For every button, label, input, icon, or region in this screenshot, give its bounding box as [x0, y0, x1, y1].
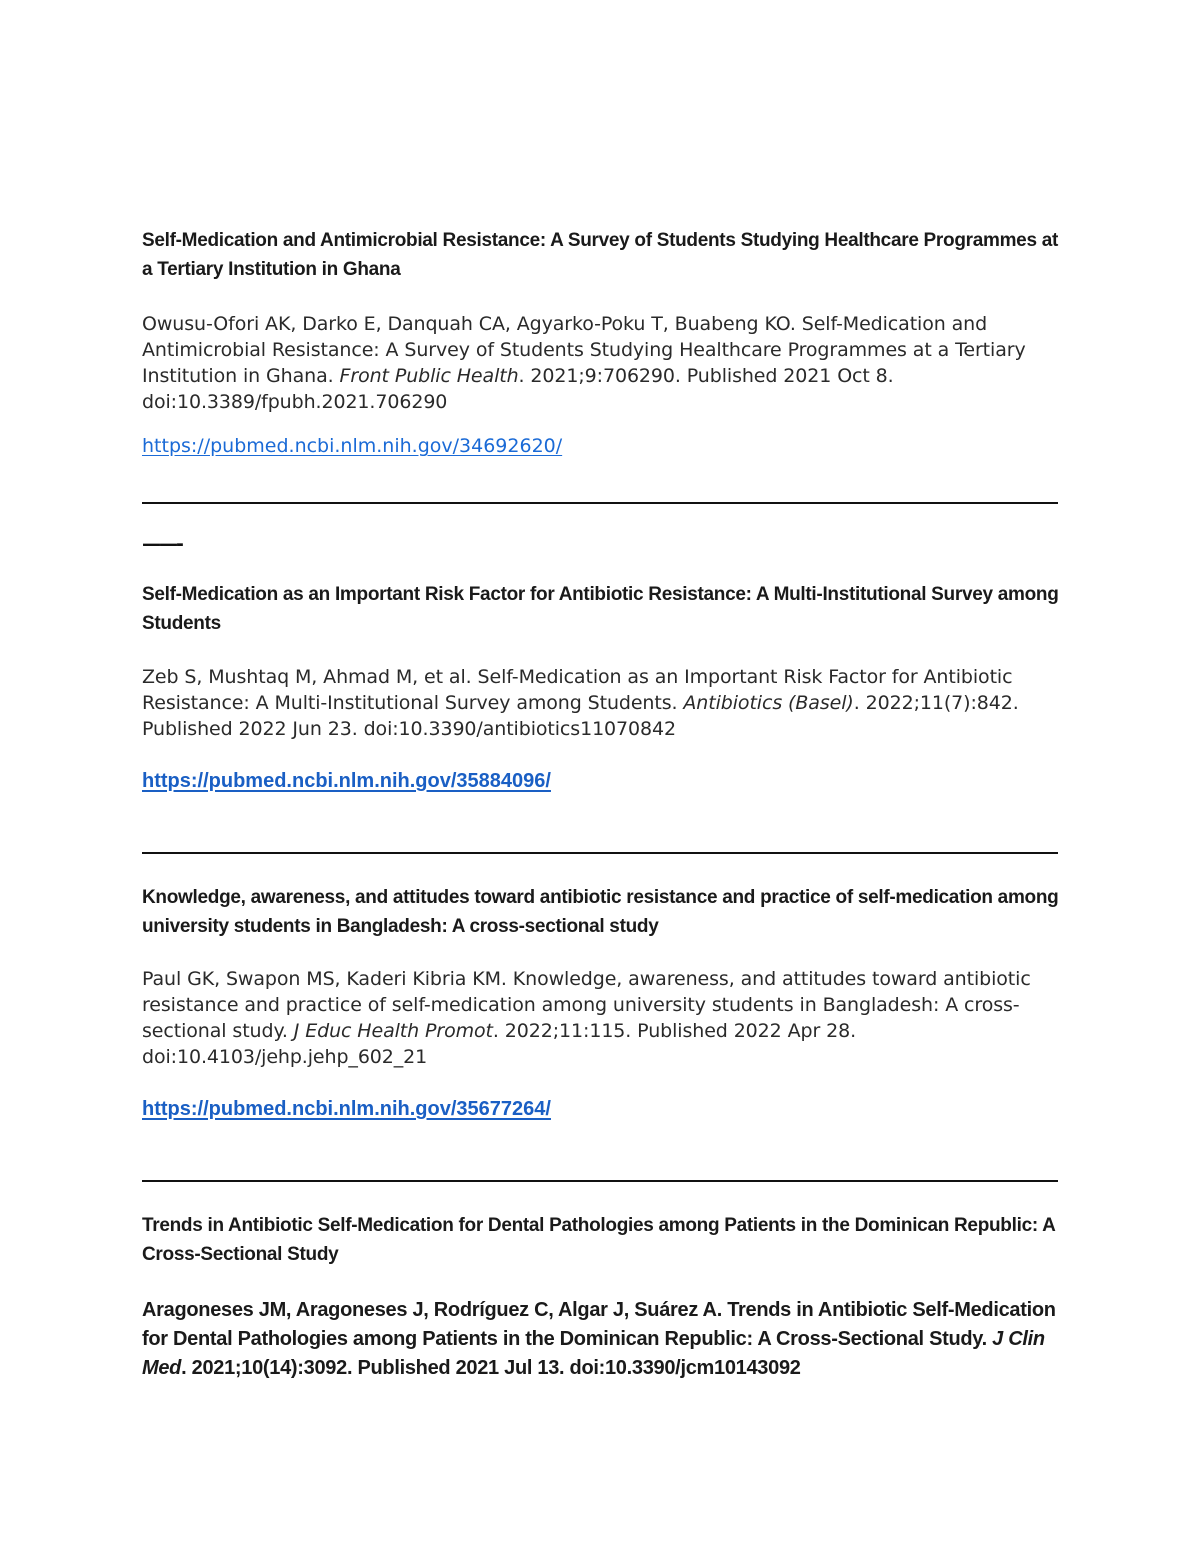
reference-title: Trends in Antibiotic Self-Medication for Dental Pathologies among Patients in the Dominican Republic: A Cross-Sectional Study: [142, 1215, 1055, 1265]
citation-authors: Paul GK, Swapon MS, Kaderi Kibria KM. Knowledge, awareness, and attitudes toward antibiotic resistance and practice of self-medication among university students in Bangladesh: A cross-sectional study.: [142, 968, 1031, 1042]
reference-entry: [142, 226, 1062, 284]
pubmed-link[interactable]: https://pubmed.ncbi.nlm.nih.gov/35677264/: [142, 1098, 551, 1120]
journal-name: J Clin Med: [142, 1328, 1045, 1379]
reference-link-row: [142, 433, 1062, 459]
citation-authors: Zeb S, Mushtaq M, Ahmad M, et al. Self-Medication as an Important Risk Factor for Antibiotic Resistance: A Multi-Institutional Survey among Students.: [142, 666, 1013, 714]
citation-details: . 2021;9:706290. Published 2021 Oct 8. doi:10.3389/fpubh.2021.706290: [142, 365, 894, 413]
citation-text: [142, 966, 1062, 1070]
reference-citation: [142, 664, 1062, 742]
reference-entry: [142, 883, 1062, 941]
citation-text: [142, 1296, 1062, 1383]
reference-entry: [142, 1211, 1062, 1269]
citation-authors: Owusu-Ofori AK, Darko E, Danquah CA, Agyarko-Poku T, Buabeng KO. Self-Medication and Antimicrobial Resistance: A Survey of Students Studying Healthcare Programmes at a Tertiary Institution in Ghana.: [142, 313, 1026, 387]
journal-name: Antibiotics (Basel): [683, 692, 854, 714]
citation-details: . 2021;10(14):3092. Published 2021 Jul 13. doi:10.3390/jcm10143092: [181, 1357, 801, 1379]
pubmed-link[interactable]: https://pubmed.ncbi.nlm.nih.gov/35884096/: [142, 770, 551, 792]
reference-title: Self-Medication as an Important Risk Factor for Antibiotic Resistance: A Multi-Institutional Survey among Students: [142, 584, 1059, 634]
separator-marks: ——-: [142, 533, 182, 555]
citation-text: [142, 664, 1062, 742]
reference-citation: [142, 311, 1062, 415]
reference-title: Knowledge, awareness, and attitudes toward antibiotic resistance and practice of self-medication among university students in Bangladesh: A cross-sectional study: [142, 887, 1059, 937]
reference-entry: [142, 580, 1062, 638]
citation-details: . 2022;11(7):842. Published 2022 Jun 23. doi:10.3390/antibiotics11070842: [142, 692, 1019, 740]
citation-authors: Aragoneses JM, Aragoneses J, Rodríguez C, Algar J, Suárez A. Trends in Antibiotic Self-Medication for Dental Pathologies among Patients in the Dominican Republic: A Cross-Sectional Study.: [142, 1299, 1056, 1350]
journal-name: Front Public Health: [339, 365, 519, 387]
reference-link-row: [142, 768, 1062, 794]
citation-details: . 2022;11:115. Published 2022 Apr 28. doi:10.4103/jehp.jehp_602_21: [142, 1020, 857, 1068]
section-divider: [142, 1180, 1058, 1182]
citation-text: [142, 311, 1062, 415]
pubmed-link[interactable]: https://pubmed.ncbi.nlm.nih.gov/34692620/: [142, 435, 563, 457]
reference-citation: [142, 1296, 1062, 1383]
section-divider: [142, 502, 1058, 504]
section-divider: [142, 852, 1058, 854]
journal-name: J Educ Health Promot: [293, 1020, 493, 1042]
reference-link-row: [142, 1096, 1062, 1122]
reference-citation: [142, 966, 1062, 1070]
reference-title: Self-Medication and Antimicrobial Resistance: A Survey of Students Studying Healthcare Programmes at a Tertiary Institution in Ghana: [142, 230, 1058, 280]
